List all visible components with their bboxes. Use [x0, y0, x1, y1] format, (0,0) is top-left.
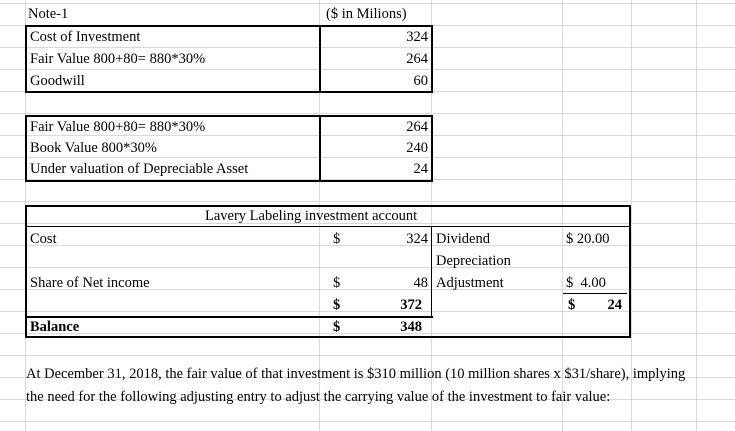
adjustment-label: Adjustment: [436, 275, 504, 291]
asset-row-label: Fair Value 800+80= 880*30%: [30, 119, 206, 135]
share-label: Share of Net income: [30, 275, 150, 291]
credit-total-currency: $: [568, 297, 576, 313]
asset-row-label: Under valuation of Depreciable Asset: [30, 161, 249, 177]
note-row-label: Cost of Investment: [30, 29, 141, 45]
note-title: Note-1: [28, 6, 69, 22]
share-value: 48: [413, 275, 428, 291]
asset-row-value: 240: [406, 140, 428, 156]
account-header-rule: [25, 226, 631, 227]
dividend-value: $ 20.00: [566, 231, 610, 247]
unit-header: ($ in Milions): [326, 6, 407, 22]
cost-value: 324: [406, 231, 428, 247]
balance-label: Balance: [30, 319, 80, 335]
credit-underline: [563, 293, 627, 294]
note-row-value: 324: [406, 29, 428, 45]
fair-value-paragraph: At December 31, 2018, the fair value of that investment is $310 million (10 million shares x $31/share), implying the need for the following adjusting entry to adjust the carrying value of the investment to fair value:: [26, 366, 686, 405]
share-currency: $: [333, 275, 341, 291]
note-row-value: 264: [406, 51, 428, 67]
subtotal-value: 372: [400, 297, 422, 313]
note-row-value: 60: [413, 73, 428, 89]
asset-row-value: 264: [406, 119, 428, 135]
asset-row-value: 24: [413, 161, 428, 177]
t-account-divider: [431, 226, 432, 316]
cost-label: Cost: [30, 231, 57, 247]
account-title: Lavery Labeling investment account: [205, 208, 418, 224]
balance-value: 348: [400, 319, 422, 335]
depreciation-label: Depreciation: [436, 253, 511, 269]
subtotal-currency: $: [333, 297, 341, 313]
depreciation-value: $ 4.00: [566, 275, 606, 291]
note-row-label: Goodwill: [30, 73, 85, 89]
note-row-label: Fair Value 800+80= 880*30%: [30, 51, 206, 67]
balance-currency: $: [333, 319, 341, 335]
dividend-label: Dividend: [436, 231, 490, 247]
cost-currency: $: [333, 231, 341, 247]
credit-total-value: 24: [607, 297, 622, 313]
asset-row-label: Book Value 800*30%: [30, 140, 158, 156]
